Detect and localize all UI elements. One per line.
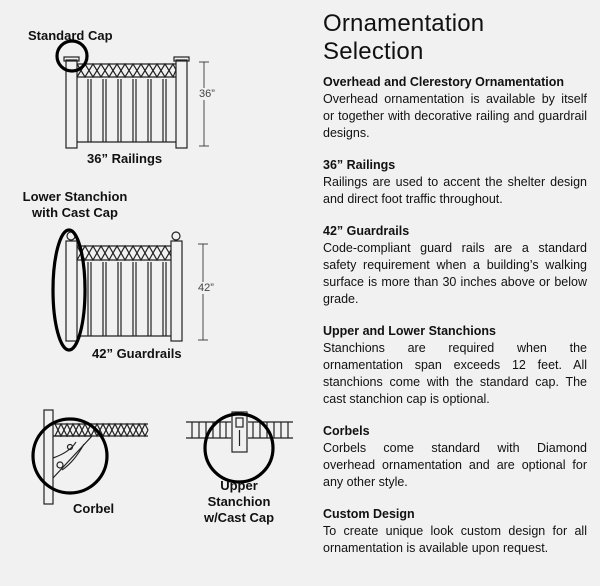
section-body: Stanchions are required when the ornamentation span exceeds 12 feet. All stanchions come with the standard cap. The cast stanchion cap is optional.: [323, 341, 587, 406]
section-body: Corbels come standard with Diamond overhead ornamentation and are optional for any other style.: [323, 441, 587, 489]
lower-stanchion-label: Lower Stanchion with Cast Cap: [22, 189, 128, 220]
section-railings-36: [323, 157, 587, 208]
corbel-label: Corbel: [73, 501, 115, 516]
section-heading: Upper and Lower Stanchions: [323, 324, 496, 338]
description-panel: [323, 10, 587, 572]
section-stanchions: [323, 323, 587, 408]
section-heading: Corbels: [323, 424, 370, 438]
section-heading: Overhead and Clerestory Ornamentation: [323, 75, 565, 89]
section-custom-design: [323, 506, 587, 557]
section-guardrails-42: [323, 223, 587, 308]
section-overhead: [323, 74, 587, 142]
section-corbels: [323, 423, 587, 491]
height-42-label: 42”: [198, 282, 214, 294]
section-heading: 42” Guardrails: [323, 224, 410, 238]
section-heading: 36” Railings: [323, 158, 396, 172]
guardrails-42-label: 42” Guardrails: [92, 346, 182, 361]
section-body: Code-compliant guard rails are a standard safety requirement when a building’s walking surface is more than 30 inches above or below grade.: [323, 241, 587, 306]
railings-36-label: 36” Railings: [87, 151, 163, 166]
section-body: To create unique look custom design for all ornamentation is available upon request.: [323, 524, 587, 555]
height-36-label: 36”: [199, 88, 215, 100]
standard-cap-label: Standard Cap: [28, 28, 113, 43]
page-title: Ornamentation Selection: [323, 10, 485, 65]
upper-stanchion-label: Upper Stanchion w/Cast Cap: [203, 478, 275, 525]
section-body: Overhead ornamentation is available by itself or together with decorative railing and guardrail designs.: [323, 92, 587, 140]
section-heading: Custom Design: [323, 507, 415, 521]
section-body: Railings are used to accent the shelter design and direct foot traffic throughout.: [323, 175, 587, 206]
